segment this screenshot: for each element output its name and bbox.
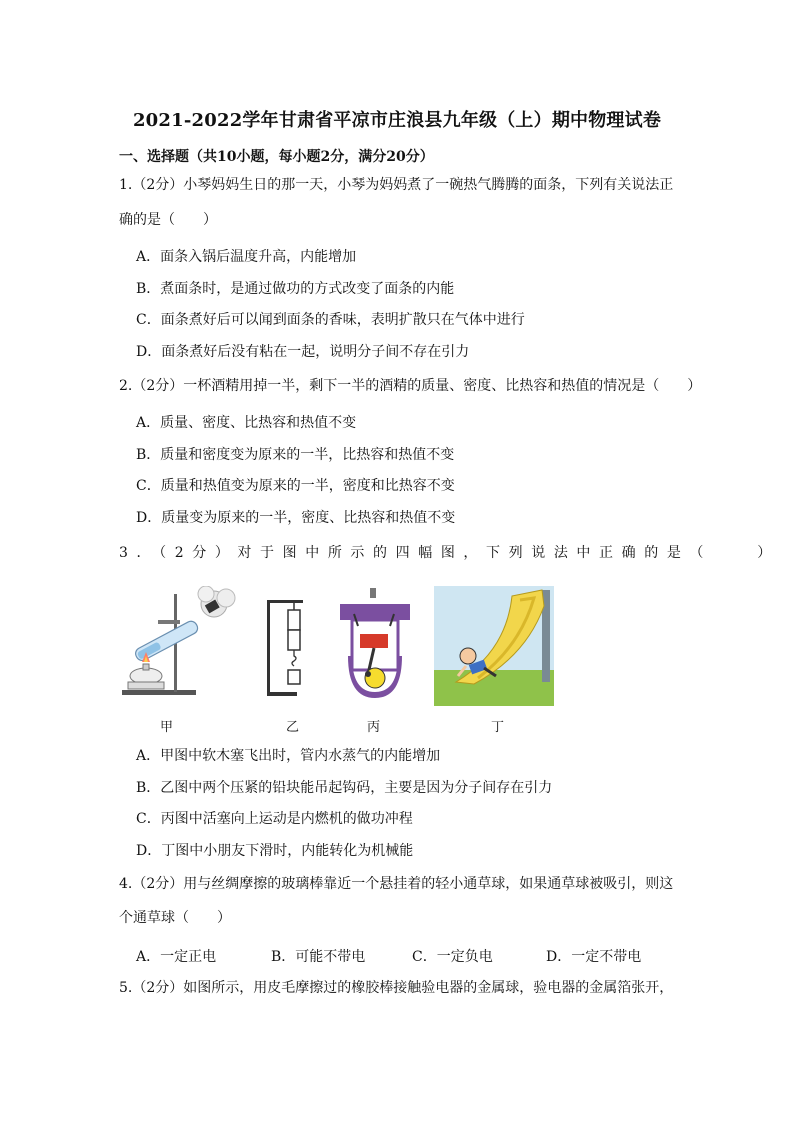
figure-caption-bing: 丙 xyxy=(367,720,381,735)
question-1-line-1: 1.（2分）小琴妈妈生日的那一天，小琴为妈妈煮了一碗热气腾腾的面条，下列有关说法正 xyxy=(119,177,674,193)
question-1-option-b: B．煮面条时，是通过做功的方式改变了面条的内能 xyxy=(136,281,455,297)
exam-title: 2021-2022学年甘肃省平凉市庄浪县九年级（上）期中物理试卷 xyxy=(132,110,662,131)
question-2-line-1: 2.（2分）一杯酒精用掉一半，剩下一半的酒精的质量、密度、比热容和热值的情况是（ ） xyxy=(119,378,702,394)
question-2-option-c: C．质量和热值变为原来的一半，密度和比热容不变 xyxy=(136,478,455,494)
question-2-option-d: D．质量变为原来的一半，密度、比热容和热值不变 xyxy=(136,510,456,526)
question-2-option-b: B．质量和密度变为原来的一半，比热容和热值不变 xyxy=(136,447,455,463)
question-3-option-a: A．甲图中软木塞飞出时，管内水蒸气的内能增加 xyxy=(136,748,441,764)
question-2-option-a: A．质量、密度、比热容和热值不变 xyxy=(136,415,357,431)
figure-caption-yi: 乙 xyxy=(286,720,300,735)
figure-caption-ding: 丁 xyxy=(491,720,505,735)
question-4-options xyxy=(136,946,641,966)
question-3-line-1: 3．（2分）对于图中所示的四幅图，下列说法中正确的是（ ） xyxy=(119,545,780,561)
figure-yi-lead-blocks xyxy=(265,586,315,704)
section-heading: 一、选择题（共10小题，每小题2分，满分20分） xyxy=(119,149,434,165)
question-5-line-1: 5.（2分）如图所示，用皮毛摩擦过的橡胶棒接触验电器的金属球，验电器的金属箔张开， xyxy=(119,980,674,996)
question-1-option-c: C．面条煮好后可以闻到面条的香味，表明扩散只在气体中进行 xyxy=(136,312,525,328)
question-1-option-a: A．面条入锅后温度升高，内能增加 xyxy=(136,249,357,265)
question-4-option-c: C．一定负电 xyxy=(412,949,493,965)
question-1-line-2: 确的是（ ） xyxy=(119,212,217,228)
question-4-option-d: D．一定不带电 xyxy=(546,949,642,965)
question-4-option-b: B．可能不带电 xyxy=(271,949,366,965)
figure-caption-jia: 甲 xyxy=(160,720,174,735)
question-4-line-2: 个通草球（ ） xyxy=(119,910,231,926)
question-1-option-d: D．面条煮好后没有粘在一起，说明分子间不存在引力 xyxy=(136,344,470,360)
question-3-option-d: D．丁图中小朋友下滑时，内能转化为机械能 xyxy=(136,843,414,859)
figure-ding-slide xyxy=(434,586,554,706)
figure-bing-engine xyxy=(334,586,416,704)
question-4-option-a: A．一定正电 xyxy=(136,949,217,965)
question-3-option-b: B．乙图中两个压紧的铅块能吊起钩码，主要是因为分子间存在引力 xyxy=(136,780,553,796)
figure-jia-test-tube xyxy=(118,586,236,704)
question-3-option-c: C．丙图中活塞向上运动是内燃机的做功冲程 xyxy=(136,811,413,827)
question-4-line-1: 4.（2分）用与丝绸摩擦的玻璃棒靠近一个悬挂着的轻小通草球，如果通草球被吸引，则这 xyxy=(119,876,674,892)
